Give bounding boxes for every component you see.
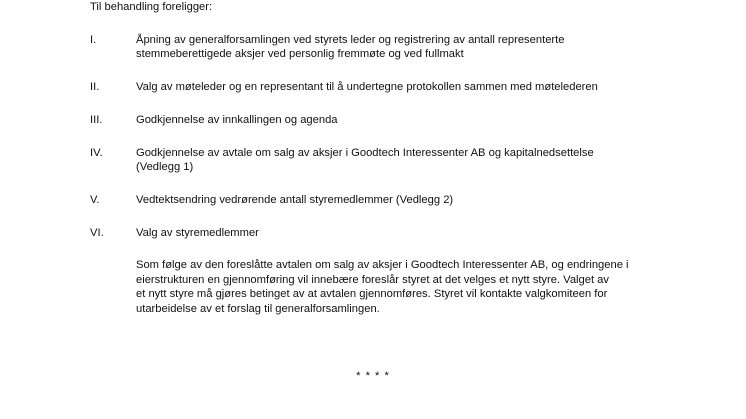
agenda-text — [136, 113, 686, 127]
agenda-text — [136, 226, 686, 240]
agenda-numeral: V. — [90, 194, 100, 206]
agenda-text — [136, 80, 686, 94]
agenda-numeral: VI. — [90, 227, 104, 239]
agenda-text-line: Valg av møteleder og en representant til å undertegne protokollen sammen med møtelederen — [136, 81, 598, 93]
agenda-numeral: I. — [90, 34, 97, 46]
paragraph-line: Som følge av den foreslåtte avtalen om salg av aksjer i Goodtech Interessenter AB, og endringene i — [136, 259, 629, 271]
agenda-text-line: (Vedlegg 1) — [136, 161, 194, 173]
agenda-text-line: Godkjennelse av innkallingen og agenda — [136, 114, 338, 126]
agenda-numeral: IV. — [90, 147, 103, 159]
intro-heading: Til behandling foreligger: — [90, 1, 213, 13]
agenda-text-line: Vedtektsendring vedrørende antall styremedlemmer (Vedlegg 2) — [136, 194, 454, 206]
board-election-paragraph — [136, 258, 676, 316]
agenda-text-line: stemmeberettigede aksjer ved personlig fremmøte og ved fullmakt — [136, 48, 464, 60]
agenda-numeral: II. — [90, 81, 100, 93]
agenda-text — [136, 146, 686, 174]
agenda-text — [136, 33, 686, 61]
agenda-numeral: III. — [90, 114, 103, 126]
agenda-text-line: Åpning av generalforsamlingen ved styrets leder og registrering av antall representerte — [136, 34, 565, 46]
paragraph-line: utarbeidelse av et forslag til generalforsamlingen. — [136, 302, 380, 315]
agenda-text — [136, 193, 686, 207]
paragraph-line: et nytt styre må gjøres betinget av at avtalen gjennomføres. Styret vil kontakte valgkomiteen for — [136, 288, 608, 300]
section-separator: * * * * — [356, 370, 390, 382]
agenda-text-line: Godkjennelse av avtale om salg av aksjer i Goodtech Interessenter AB og kapitalnedsettelse — [136, 147, 594, 159]
agenda-text-line: Valg av styremedlemmer — [136, 227, 259, 239]
paragraph-line: eierstrukturen en gjennomføring vil innebære foreslår styret at det velges et nytt styre. Valget av — [136, 273, 609, 286]
